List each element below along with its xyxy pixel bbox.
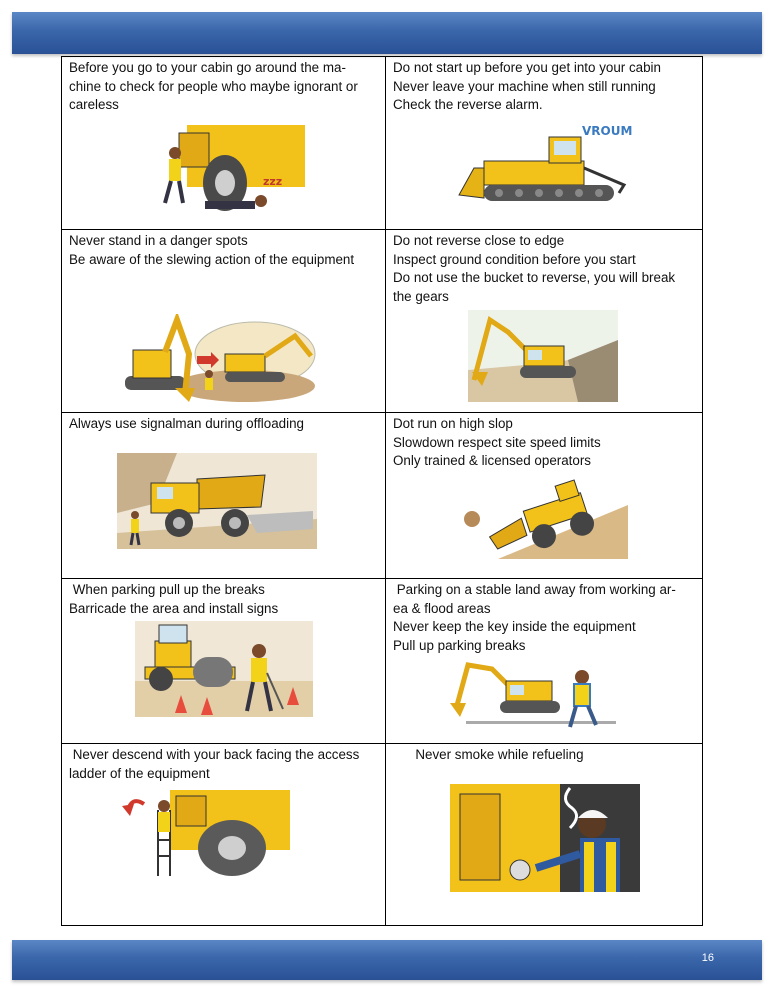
rule-text-line: Never leave your machine when still running	[393, 78, 656, 94]
rule-cell-parking-barricade	[62, 579, 386, 744]
rule-cell-ladder	[62, 744, 386, 925]
rule-cell-startup	[386, 57, 702, 230]
rule-text-line: Parking on a stable land away from working ar-	[393, 582, 676, 597]
header-band	[12, 12, 762, 54]
rule-text-line: the gears	[393, 288, 449, 304]
rule-text-line: Never descend with your back facing the access	[69, 747, 360, 762]
dump-truck-illustration	[117, 453, 317, 549]
rule-text-line: Pull up parking breaks	[393, 637, 526, 653]
rule-text-line: Always use signalman during offloading	[69, 416, 304, 431]
roller-barricade-illustration	[135, 621, 313, 717]
safety-rules-table	[61, 56, 703, 926]
rule-text-line: Never stand in a danger spots	[69, 233, 248, 248]
rule-text-line: ladder of the equipment	[69, 765, 210, 781]
rule-cell-danger-spots	[62, 230, 386, 413]
sleeping-sound-text: zzz	[263, 175, 283, 188]
rule-text-line: Slowdown respect site speed limits	[393, 434, 601, 450]
walkaround-illustration	[157, 123, 307, 218]
rule-text-line: When parking pull up the breaks	[69, 582, 265, 597]
edge-excavator-illustration	[468, 310, 618, 402]
rule-text-line: Be aware of the slewing action of the equipment	[69, 251, 355, 267]
rule-text-line: Before you go to your cabin go around the ma-	[69, 60, 346, 75]
loader-on-slope-illustration	[458, 475, 628, 559]
bulldozer-illustration	[454, 123, 639, 208]
rule-text-line: Dot run on high slop	[393, 416, 513, 431]
rule-text-line: Never keep the key inside the equipment	[393, 619, 636, 634]
footer-band	[12, 940, 762, 980]
rule-text-line: Do not use the bucket to reverse, you will break	[393, 270, 676, 285]
rule-text-line: Check the reverse alarm.	[393, 97, 543, 112]
slewing-excavator-illustration	[125, 314, 320, 404]
parked-excavator-illustration	[446, 653, 631, 737]
rule-text-line: Never smoke while refueling	[393, 747, 584, 762]
rule-cell-walkaround	[62, 57, 386, 230]
rule-text-line: Barricade the area and install signs	[69, 600, 279, 616]
ladder-descent-illustration	[120, 790, 290, 880]
rule-cell-edge	[386, 230, 702, 413]
rule-cell-refueling	[386, 744, 702, 925]
rule-text-line: careless	[69, 97, 119, 112]
rule-text-line: Do not start up before you get into your cabin	[393, 60, 661, 75]
rule-cell-slope	[386, 413, 702, 579]
page-number: 16	[701, 952, 714, 964]
rule-cell-signalman	[62, 413, 386, 579]
rule-cell-parking-stable	[386, 579, 702, 744]
rule-text-line: Inspect ground condition before you start	[393, 251, 636, 267]
rule-text-line: Do not reverse close to edge	[393, 233, 565, 248]
rule-text-line: Only trained & licensed operators	[393, 453, 591, 468]
rule-text-line: chine to check for people who maybe ignorant or	[69, 78, 358, 94]
refueling-illustration	[450, 784, 640, 892]
engine-sound-text: VROUM	[582, 124, 633, 138]
rule-text-line: ea & flood areas	[393, 600, 491, 616]
